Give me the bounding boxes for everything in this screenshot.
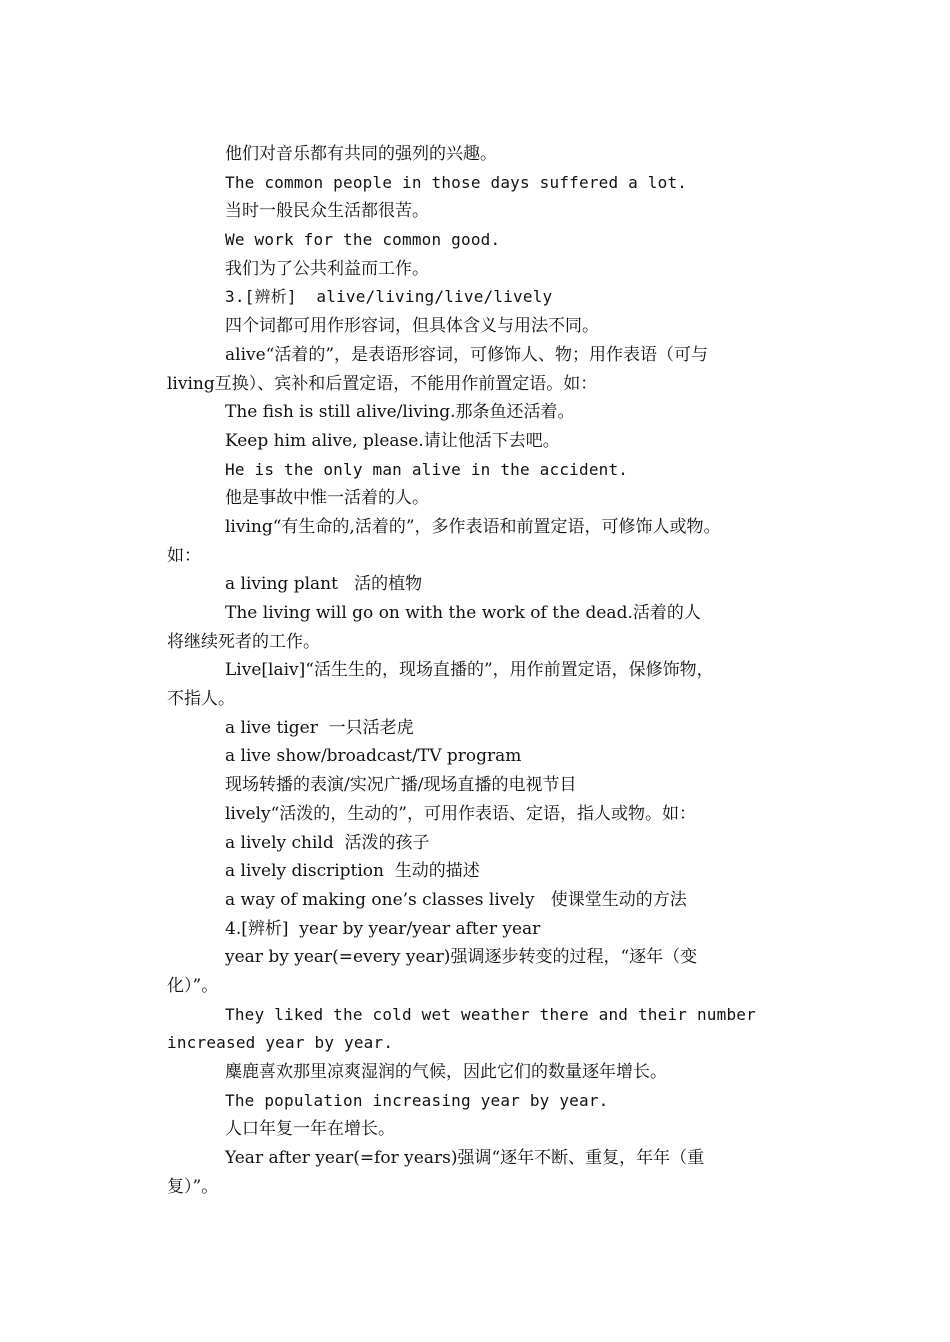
text-line: 将继续死者的工作。 (167, 631, 320, 652)
text-line: lively“活泼的，生动的”，可用作表语、定语，指人或物。如： (225, 803, 696, 824)
example-line: The living will go on with the work of the dead.活着的人 (225, 603, 701, 623)
text-line: 我们为了公共利益而工作。 (225, 258, 429, 279)
text-line: 四个词都可用作形容词，但具体含义与用法不同。 (225, 316, 599, 337)
example-line: He is the only man alive in the accident. (225, 459, 629, 479)
text-line: 化）”。 (167, 975, 219, 996)
text-line: The common people in those days suffered a lot. (225, 172, 688, 192)
text-line: 他们对音乐都有共同的强列的兴趣。 (225, 144, 497, 164)
example-line: a live tiger 一只活老虎 (225, 717, 414, 738)
text-line: 如： (167, 545, 201, 566)
text-line: 当时一般民众生活都很苦。 (225, 201, 429, 222)
example-line: They liked the cold wet weather there and their number (225, 1004, 756, 1024)
text-line: alive“活着的”，是表语形容词，可修饰人、物；用作表语（可与 (225, 344, 709, 365)
example-line: a way of making one’s classes lively 使课堂生动的方法 (225, 889, 687, 910)
example-line: The population increasing year by year. (225, 1090, 609, 1110)
text-line: We work for the common good. (225, 230, 501, 250)
text-line: year by year(=every year)强调逐步转变的过程，“逐年（变 (225, 947, 698, 968)
text-line: 麋鹿喜欢那里凉爽湿润的气候，因此它们的数量逐年增长。 (225, 1062, 667, 1082)
text-line: 人口年复一年在增长。 (225, 1119, 395, 1140)
text-line: Live[laiv]“活生生的，现场直播的”，用作前置定语，保修饰物， (225, 660, 714, 681)
example-line: a lively child 活泼的孩子 (225, 832, 430, 853)
text-line: 现场转播的表演/实况广播/现场直播的电视节目 (225, 775, 577, 796)
text-line: living互换）、宾补和后置定语，不能用作前置定语。如： (167, 373, 598, 394)
text-line: Year after year(=for years)强调“逐年不断、重复，年年（重 (225, 1148, 705, 1169)
text-line: living“有生命的,活着的”，多作表语和前置定语，可修饰人或物。 (225, 516, 721, 537)
example-line: a live show/broadcast/TV program (225, 746, 522, 767)
example-line: a lively discription 生动的描述 (225, 861, 480, 882)
text-line: 不指人。 (167, 689, 235, 710)
text-line: 复）”。 (167, 1176, 219, 1197)
example-line: increased year by year. (167, 1033, 394, 1053)
text-line: 他是事故中惟一活着的人。 (225, 488, 429, 509)
section-heading: 3.[辨析] alive/living/live/lively (225, 287, 553, 307)
document-body (167, 140, 787, 1201)
example-line: The fish is still alive/living.那条鱼还活着。 (225, 402, 575, 423)
example-line: Keep him alive, please.请让他活下去吧。 (225, 430, 560, 451)
example-line: a living plant 活的植物 (225, 574, 423, 595)
section-heading: 4.[辨析] year by year/year after year (225, 918, 541, 939)
